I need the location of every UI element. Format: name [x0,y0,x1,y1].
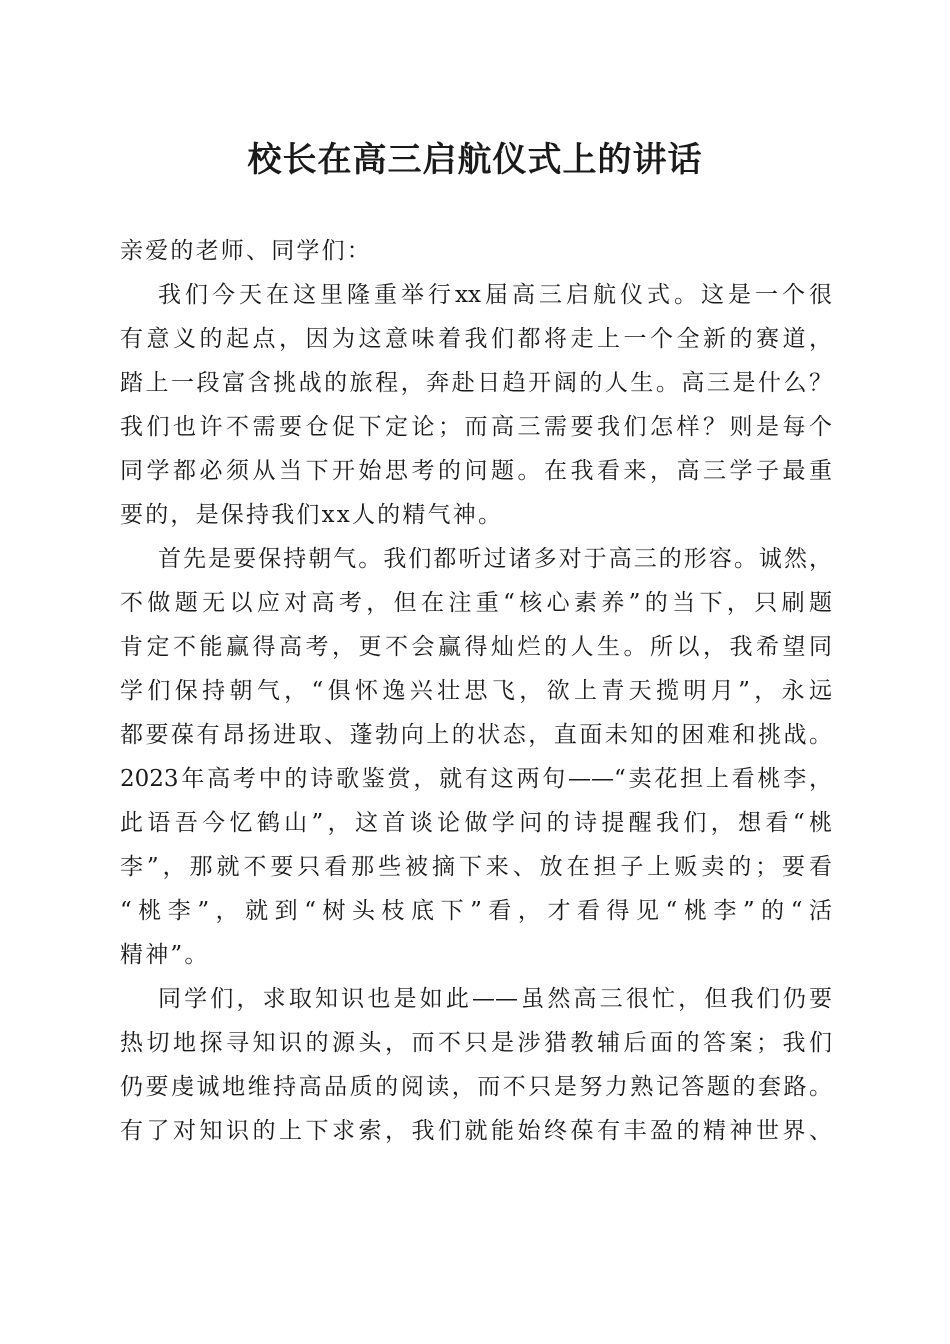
text-line: 我们也许不需要仓促下定论；而高三需要我们怎样？则是每个 [120,414,832,440]
text-line: 同学都必须从当下开始思考的问题。在我看来，高三学子最重 [120,458,832,484]
text-line: 精神”。 [120,942,210,968]
text-line: 有了对知识的上下求索，我们就能始终葆有丰盈的精神世界、 [120,1118,832,1144]
text-line: 仍要虔诚地维持高品质的阅读，而不只是努力熟记答题的套路。 [120,1074,832,1100]
text-line: 都要葆有昂扬进取、蓬勃向上的状态，直面未知的困难和挑战。 [120,722,832,748]
text-line: 要的，是保持我们xx人的精气神。 [120,502,504,528]
text-line: 首先是要保持朝气。我们都听过诸多对于高三的形容。诚然， [158,546,832,572]
text-line: 同学们，求取知识也是如此——虽然高三很忙，但我们仍要 [158,986,832,1012]
text-line: 踏上一段富含挑战的旅程，奔赴日趋开阔的人生。高三是什么？ [120,370,832,396]
text-line: 学们保持朝气，“俱怀逸兴壮思飞，欲上青天揽明月”，永远 [120,678,832,704]
text-line: 2023年高考中的诗歌鉴赏，就有这两句——“卖花担上看桃李， [120,766,832,792]
document-body [120,229,832,1153]
text-line: “桃李”，就到“树头枝底下”看，才看得见“桃李”的“活 [120,898,832,924]
text-line: 有意义的起点，因为这意味着我们都将走上一个全新的赛道， [120,326,832,352]
text-line: 不做题无以应对高考，但在注重“核心素养”的当下，只刷题 [120,590,832,616]
text-line: 肯定不能赢得高考，更不会赢得灿烂的人生。所以，我希望同 [120,634,832,660]
document-title: 校长在高三启航仪式上的讲话 [247,140,703,180]
text-line: 热切地探寻知识的源头，而不只是涉猎教辅后面的答案；我们 [120,1030,832,1056]
salutation: 亲爱的老师、同学们： [120,238,372,264]
text-line: 李”，那就不要只看那些被摘下来、放在担子上贩卖的；要看 [120,854,832,880]
text-line: 我们今天在这里隆重举行xx届高三启航仪式。这是一个很 [158,282,832,308]
text-line: 此语吾今忆鹤山”，这首谈论做学问的诗提醒我们，想看“桃 [120,810,832,836]
